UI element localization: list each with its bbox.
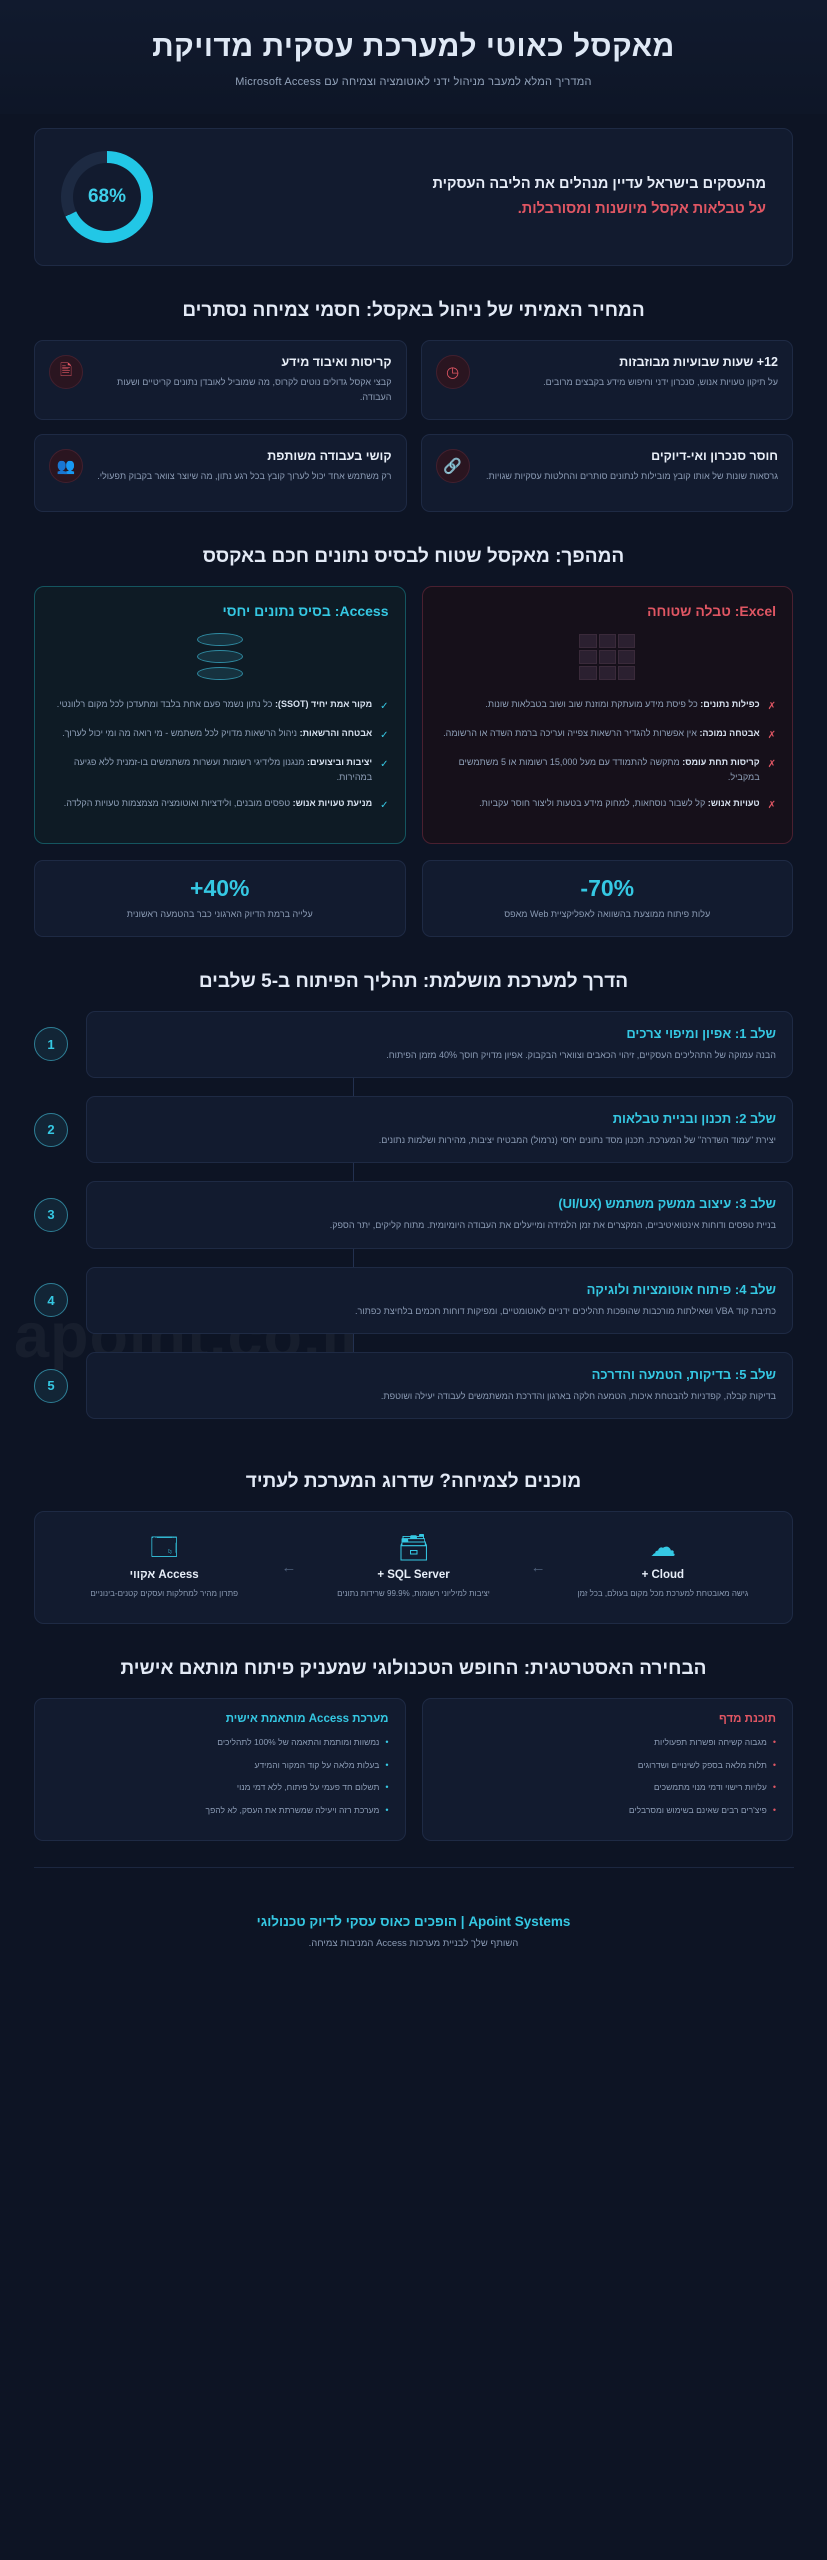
pain-grid xyxy=(0,340,827,512)
cross-icon: ✗ xyxy=(767,729,776,741)
pain-card-title: 12+ שעות שבועיות מבוזבזות xyxy=(619,355,778,369)
pain-card-text: רק משתמש אחד יכול לערוך קובץ בכל רגע נתון, מה שיוצר צוואר בקבוק תפעולי. xyxy=(97,470,392,481)
check-icon: ✓ xyxy=(380,800,389,812)
arrow-icon: ← xyxy=(530,1558,546,1576)
metric-value: 70%- xyxy=(580,875,635,902)
step-text: הבנה עמוקה של התהליכים העסקיים, זיהוי הכאבים וצווארי הבקבוק. אפיון מדויק חוסך 40% מזמן הפיתוח. xyxy=(386,1049,776,1060)
clock-icon: ◷ xyxy=(436,355,470,389)
scale-column-access xyxy=(53,1534,275,1601)
step-title: שלב 2: תכנון ובניית טבלאות xyxy=(612,1110,776,1126)
page-footer xyxy=(0,1888,827,1983)
pain-card-text: גרסאות שונות של אותו קובץ מובילות לנתונים סותרים והחלטות עסקיות שגויות. xyxy=(486,470,778,481)
step-badge: 5 xyxy=(34,1369,68,1403)
metric-caption: עלות פיתוח ממוצעת בהשוואה לאפליקציית Web מאפס xyxy=(504,909,711,920)
roadmap-step xyxy=(34,1181,793,1248)
access-item-lead: מקור אמת יחיד (SSOT): xyxy=(274,698,373,709)
check-icon: ✓ xyxy=(380,729,389,741)
bullet-icon: • xyxy=(385,1736,389,1747)
page-header xyxy=(0,0,827,114)
stat-line-1: מהעסקים בישראל עדיין מנהלים את הליבה העסקית xyxy=(432,176,766,193)
step-title: שלב 5: בדיקות, הטמעה והדרכה xyxy=(591,1366,776,1382)
access-item xyxy=(51,726,389,744)
comparison-card-access xyxy=(34,586,406,845)
strategy-grid xyxy=(0,1698,827,1841)
step-title: שלב 1: אפיון ומיפוי צרכים xyxy=(626,1025,776,1041)
strategy-section-title: הבחירה האסטרטגית: החופש הטכנולוגי שמעניק פיתוח מותאם אישית xyxy=(120,1657,707,1679)
access-item xyxy=(51,697,389,715)
document-error-icon: 🖹 xyxy=(49,355,83,389)
saas-item xyxy=(439,1780,777,1796)
step-badge: 2 xyxy=(34,1113,68,1147)
metric-caption: עלייה ברמת הדיוק הארגוני כבר בהטמעה ראשונית xyxy=(126,909,313,920)
bullet-icon: • xyxy=(385,1805,389,1815)
strategy-card-custom xyxy=(34,1698,406,1841)
step-text: יצירת "עמוד השדרה" של המערכת. תכנון מסד נתונים יחסי (נרמול) המבטיח יציבות, מהירות ושלמות נתונים. xyxy=(378,1134,776,1145)
scale-text: פתרון מהיר למחלקות ועסקים קטנים-בינוניים xyxy=(90,1589,239,1599)
excel-item-lead: אבטחה נמוכה: xyxy=(699,727,760,738)
custom-item xyxy=(51,1780,389,1796)
bullet-icon: • xyxy=(385,1759,389,1770)
roadmap-list xyxy=(0,1011,827,1419)
donut-chart xyxy=(61,151,153,243)
stat-line-2: על טבלאות אקסל מיושנות ומסורבלות. xyxy=(517,201,766,217)
metrics-row xyxy=(0,844,827,936)
cross-icon: ✗ xyxy=(767,800,776,812)
pain-card-title: קריסות ואיבוד מידע xyxy=(281,355,392,369)
server-icon: 🗃 xyxy=(397,1532,431,1563)
bullet-icon: • xyxy=(772,1805,776,1815)
metric-card xyxy=(34,860,406,936)
excel-item-text: קל לשבור נוסחאות, למחוק מידע בטעות וליצור חוסר עקביות. xyxy=(479,798,706,809)
page-subtitle: המדריך המלא למעבר מניהול ידני לאוטומציה וצמיחה עם Microsoft Access xyxy=(235,76,592,88)
cloud-icon: ☁ xyxy=(649,1532,676,1563)
metric-card xyxy=(422,860,794,936)
step-badge: 4 xyxy=(34,1283,68,1317)
access-item xyxy=(51,796,389,814)
pain-card xyxy=(421,434,794,512)
excel-item-lead: כפילות נתונים: xyxy=(700,698,760,709)
step-text: בדיקות קבלה, קפדניות להבטחת איכות, הטמעה חלקה בארגון והדרכת המשתמשים לעבודה יעילה ושוטפת. xyxy=(380,1390,776,1401)
footer-tagline: השותף שלך לבניית מערכות Access המניבות צמיחה. xyxy=(308,1937,519,1949)
hero-stat-section xyxy=(0,114,827,266)
access-item xyxy=(51,755,389,786)
step-text: כתיבת קוד VBA ושאילתות מורכבות שהופכות תהליכים ידניים לאוטומטיים, ומפיקות דוחות חכמים בלחיצת כפתור. xyxy=(355,1305,776,1316)
custom-item-text: תשלום חד פעמי על פיתוח, ללא דמי מנוי xyxy=(236,1782,380,1793)
pain-card-title: קושי בעבודה משותפת xyxy=(267,448,392,463)
metric-value: 40%+ xyxy=(190,875,250,902)
excel-item xyxy=(439,755,777,786)
bullet-icon: • xyxy=(772,1759,776,1770)
pain-card xyxy=(34,340,407,420)
saas-item xyxy=(439,1758,777,1774)
access-item-text: ניהול הרשאות מדויק לכל משתמש - מי רואה מה ומי יכול לערוך. xyxy=(62,727,298,738)
excel-item-text: מתקשה להתמודד עם מעל 15,000 רשומות או 5 משתמשים במקביל. xyxy=(458,756,760,782)
cross-icon: ✗ xyxy=(767,758,776,770)
excel-item-text: כל פיסת מידע מועתקת ומוזנת שוב ושוב בטבלאות שונות. xyxy=(485,698,698,709)
users-lock-icon: 👥 xyxy=(49,449,83,483)
pain-card-text: קבצי אקסל גדולים נוטים לקרוס, מה שמוביל לאובדן נתונים קריטיים ושעות העבודה. xyxy=(117,377,392,402)
arrow-icon: ← xyxy=(281,1558,297,1576)
excel-item xyxy=(439,697,777,715)
excel-item-lead: טעויות אנוש: xyxy=(707,798,760,809)
access-item-lead: אבטחה והרשאות: xyxy=(299,727,373,738)
pain-card xyxy=(34,434,407,512)
bullet-icon: • xyxy=(772,1736,776,1747)
scale-text: גישה מאובטחת למערכת מכל מקום בעולם, בכל זמן xyxy=(577,1589,749,1599)
access-heading: Access: בסיס נתונים יחסי xyxy=(222,602,389,619)
scale-text: יציבות למיליוני רשומות, 99.9% שרידות נתונים xyxy=(337,1589,490,1599)
check-icon: ✓ xyxy=(380,758,389,770)
saas-item-text: מגבוה קשיחה ופשרות תפעוליות xyxy=(654,1736,767,1747)
check-icon: ✓ xyxy=(380,700,389,712)
scale-column-sqlserver xyxy=(302,1534,524,1601)
access-item-text: מנגנון מלידיגי רשומות ועשרות משתמשים בו-זמנית ללא פגיעה במהירות. xyxy=(73,756,373,782)
step-text: בניית טפסים ודוחות אינטואיטיביים, המקצרים את זמן הלמידה ומייעלים את העבודה היומיומית. מתוח קליקים, יתר הספק. xyxy=(329,1220,776,1231)
footer-brand: Apoint Systems | הופכים כאוס עסקי לדיוק טכנולוגי xyxy=(256,1913,571,1929)
bullet-icon: • xyxy=(385,1782,389,1793)
access-item-lead: מניעת טעויות אנוש: xyxy=(292,798,373,809)
step-title: שלב 3: עיצוב ממשק משתמש (UI/UX) xyxy=(558,1196,776,1212)
step-badge: 3 xyxy=(34,1198,68,1232)
scale-title: Access אקווי xyxy=(129,1569,199,1582)
roadmap-step xyxy=(34,1011,793,1078)
saas-item xyxy=(439,1735,777,1751)
scale-card xyxy=(34,1511,793,1624)
custom-item xyxy=(51,1803,389,1819)
link-broken-icon: 🔗 xyxy=(436,449,470,483)
comparison-card-excel xyxy=(422,586,794,845)
bullet-icon: • xyxy=(772,1782,776,1793)
donut-value: 68% xyxy=(73,163,141,231)
comparison-grid xyxy=(0,586,827,845)
access-item-text: טפסים מובנים, ולידציות ואוטומציה מצמצמות טעויות הקלדה. xyxy=(63,798,291,809)
flat-grid-icon xyxy=(439,631,777,683)
excel-item xyxy=(439,796,777,814)
access-item-lead: יציבות וביצועים: xyxy=(306,756,373,767)
footer-divider xyxy=(34,1867,794,1868)
step-badge: 1 xyxy=(34,1027,68,1061)
comparison-section-title: המהפך: מאקסל שטוח לבסיס נתונים חכם באקסס xyxy=(202,545,625,567)
excel-heading: Excel: טבלה שטוחה xyxy=(647,602,776,619)
custom-item xyxy=(51,1758,389,1774)
database-icon xyxy=(51,631,389,683)
scale-section-title: מוכנים לצמיחה? שדרוג המערכת לעתיד xyxy=(245,1471,582,1493)
scale-title: Cloud + xyxy=(641,1569,685,1582)
pain-card-title: חוסר סנכרון ואי-דיוקים xyxy=(651,448,778,463)
access-item-text: כל נתון נשמר פעם אחת בלבד ומתעדכן לכל מקום רלוונטי. xyxy=(56,698,273,709)
pain-section-title: המחיר האמיתי של ניהול באקסל: חסמי צמיחה נסתרים xyxy=(182,300,645,321)
excel-item-lead: קריסות תחת עומס: xyxy=(682,756,760,767)
strategy-card-saas xyxy=(422,1698,794,1841)
custom-item-text: בעלות מלאה על קוד המקור והמידע xyxy=(254,1759,380,1770)
stat-card xyxy=(34,128,793,266)
roadmap-step xyxy=(34,1267,793,1334)
excel-item-text: אין אפשרות להגדיר הרשאות צפייה ועריכה ברמת השדה או הרשומה. xyxy=(443,727,697,738)
cross-icon: ✗ xyxy=(767,700,776,712)
saas-item-text: עלויות רישוי ודמי מנוי מתמשכים xyxy=(653,1782,767,1793)
custom-heading: מערכת Access מותאמת אישית xyxy=(225,1712,389,1725)
roadmap-step xyxy=(34,1096,793,1163)
saas-heading: תוכנת מדף xyxy=(719,1712,776,1725)
saas-item xyxy=(439,1803,777,1819)
custom-item-text: מערכת רזה ויעילה שמשרתת את העסק, לא להפך xyxy=(205,1805,380,1815)
roadmap-section-title: הדרך למערכת מושלמת: תהליך הפיתוח ב-5 שלבים xyxy=(198,970,629,992)
page-title: מאקסל כאוטי למערכת עסקית מדויקת xyxy=(152,30,675,63)
saas-item-text: פיצ'רים רבים שאינם בשימוש ומסרבלים xyxy=(628,1805,767,1815)
saas-item-text: תלות מלאה בספק לשינויים ושדרוגים xyxy=(637,1759,767,1770)
pain-card-text: על תיקון טעויות אנוש, סנכרון ידני וחיפוש מידע בקבצים מרובים. xyxy=(543,377,778,387)
custom-item-text: נמשוות ומותמת והתאמה של 100% לתהליכים xyxy=(217,1736,380,1747)
scale-title: SQL Server + xyxy=(377,1569,450,1582)
pain-card xyxy=(421,340,794,420)
access-app-icon: 🗔 xyxy=(150,1532,179,1563)
excel-item xyxy=(439,726,777,744)
step-title: שלב 4: פיתוח אוטומציות ולוגיקה xyxy=(586,1281,776,1297)
roadmap-step xyxy=(34,1352,793,1419)
custom-item xyxy=(51,1735,389,1751)
scale-column-cloud xyxy=(552,1534,774,1601)
